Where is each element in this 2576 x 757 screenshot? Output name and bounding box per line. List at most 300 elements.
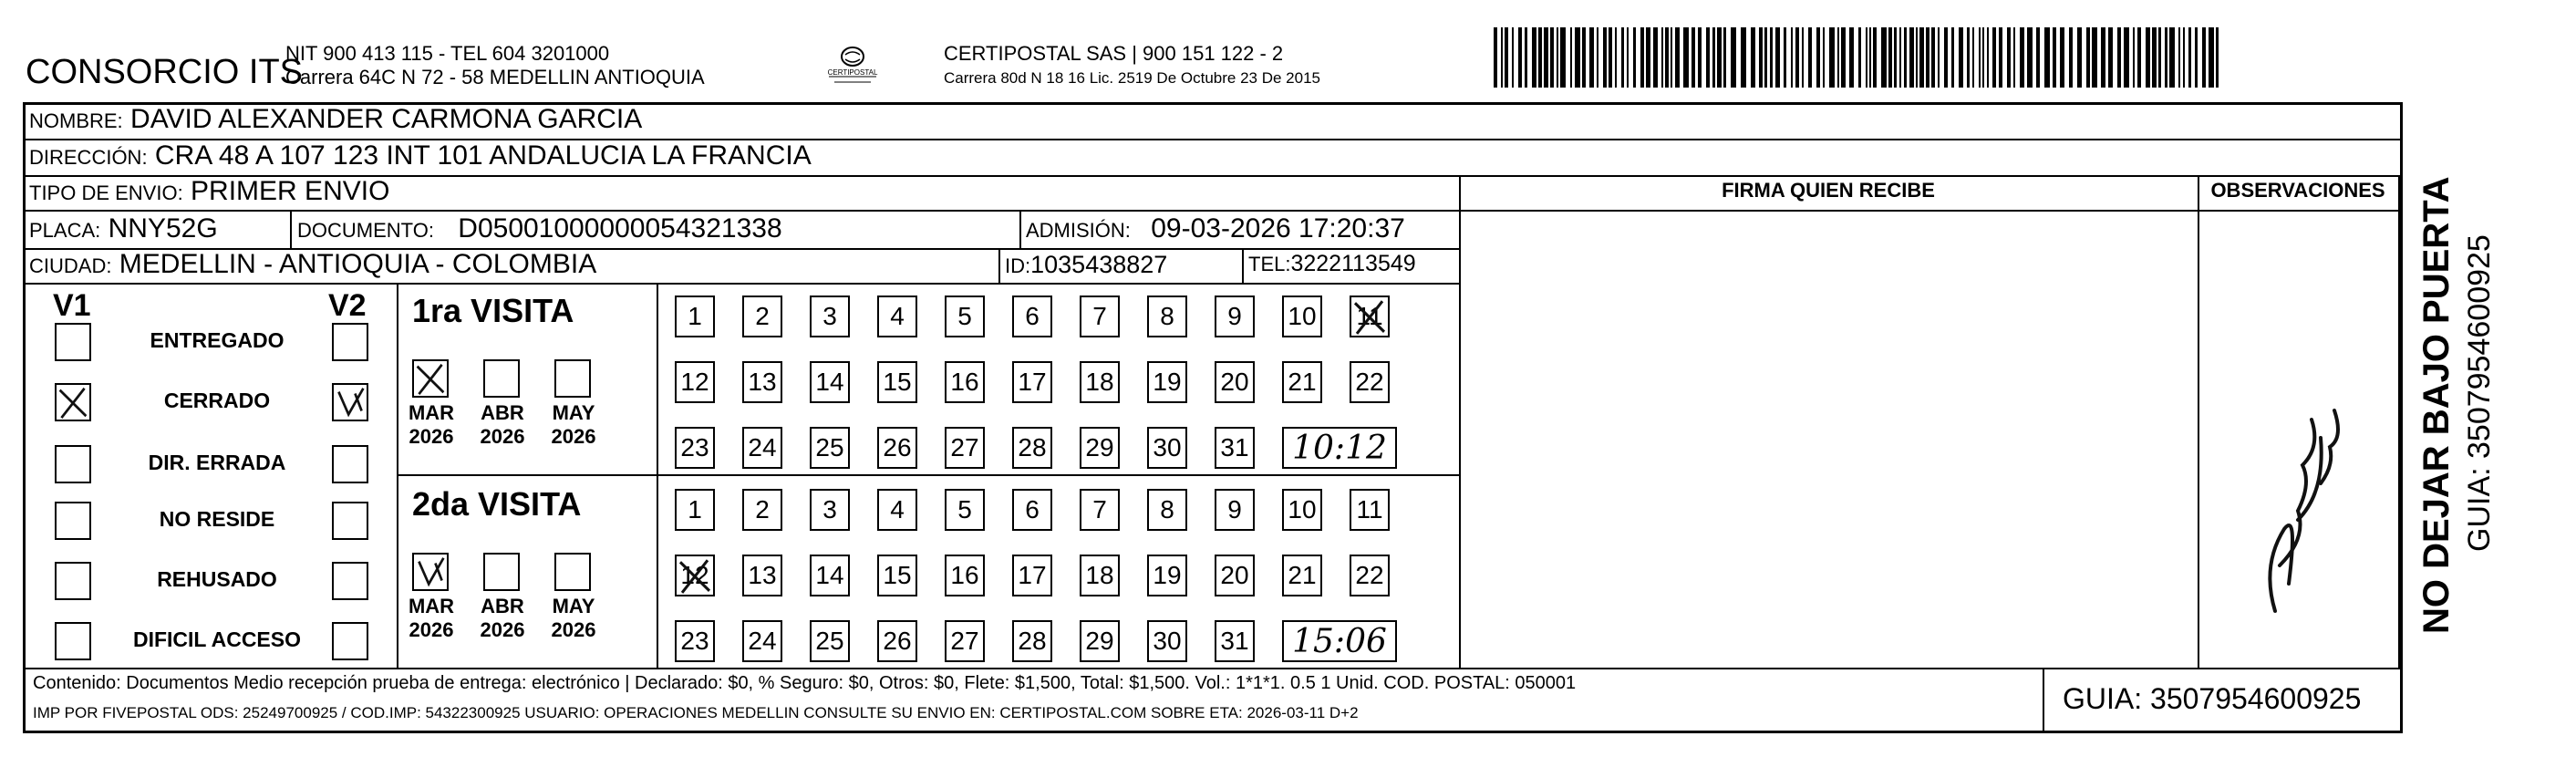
day-box[interactable] (1080, 427, 1120, 469)
barcode-bar (1683, 27, 1689, 88)
barcode-bar (2020, 27, 2024, 88)
barcode-bar (1597, 27, 1598, 88)
barcode-bar (1999, 27, 2002, 88)
barcode-bar (1675, 27, 1680, 88)
day-box[interactable] (1282, 361, 1322, 403)
day-number: 19 (1153, 368, 1182, 396)
day-number: 5 (957, 302, 972, 330)
barcode-bar (1770, 27, 1773, 88)
day-box[interactable] (1147, 555, 1187, 596)
barcode-bar (1916, 27, 1918, 88)
month-name: MAR (408, 595, 455, 617)
day-number: 20 (1220, 368, 1249, 396)
barcode-bar (2101, 27, 2105, 88)
day-box[interactable] (877, 489, 917, 531)
barcode-bar (1866, 27, 1867, 88)
month-year: 2026 (551, 425, 596, 448)
day-number: 26 (883, 627, 912, 655)
day-number: 27 (950, 433, 979, 461)
barcode-bar (1518, 27, 1522, 88)
month-checkbox[interactable] (554, 553, 591, 591)
day-box[interactable] (1012, 555, 1052, 596)
day-box[interactable] (1012, 361, 1052, 403)
barcode-bar (1712, 27, 1715, 88)
day-box[interactable] (1147, 361, 1187, 403)
month-checkbox[interactable] (412, 553, 449, 591)
day-box[interactable] (877, 555, 917, 596)
day-number: 12 (680, 561, 709, 589)
company-nit: NIT 900 413 115 - TEL 604 3201000 (285, 42, 610, 65)
barcode-bar (1869, 27, 1871, 88)
day-number: 16 (950, 561, 979, 589)
barcode-bar (1633, 27, 1636, 88)
month-year: 2026 (409, 425, 454, 448)
barcode-bar (1938, 27, 1940, 88)
visit-time: 10:12 (1282, 427, 1397, 469)
barcode-bar (1661, 27, 1663, 88)
month-name: ABR (481, 401, 524, 424)
day-box[interactable] (1080, 620, 1120, 662)
day-box[interactable] (1282, 296, 1322, 337)
day-box[interactable] (1147, 489, 1187, 531)
direccion-field (29, 140, 812, 171)
barcode-bar (1557, 27, 1558, 88)
day-box[interactable] (1012, 427, 1052, 469)
day-number: 16 (950, 368, 979, 396)
v2-checkbox[interactable] (332, 445, 368, 483)
day-number: 2 (755, 302, 770, 330)
barcode-bar (1987, 27, 1989, 88)
day-number: 29 (1085, 433, 1114, 461)
day-box[interactable] (1350, 489, 1390, 531)
day-number: 3 (822, 302, 837, 330)
ciudad-value: MEDELLIN - ANTIOQUIA - COLOMBIA (119, 249, 597, 279)
month-year: 2026 (480, 425, 525, 448)
day-number: 14 (815, 368, 844, 396)
barcode-bar (2152, 27, 2157, 88)
barcode-bar (2133, 27, 2135, 88)
day-number: 19 (1153, 561, 1182, 589)
barcode-bar (2060, 27, 2064, 88)
day-box[interactable] (945, 361, 985, 403)
company-name: CONSORCIO ITS (26, 53, 304, 91)
month-label (406, 595, 457, 642)
barcode-bar (2188, 27, 2191, 88)
nombre-label: NOMBRE: (29, 109, 123, 132)
nombre-value: DAVID ALEXANDER CARMONA GARCIA (130, 104, 643, 134)
day-box[interactable] (742, 620, 782, 662)
day-box[interactable] (1350, 361, 1390, 403)
tel-label: TEL: (1248, 253, 1291, 275)
barcode-bar (1979, 27, 1981, 88)
day-number: 14 (815, 561, 844, 589)
tipo-envio-field (29, 176, 389, 207)
day-number: 4 (890, 302, 905, 330)
v2-checkbox[interactable] (332, 502, 368, 540)
day-number: 31 (1220, 627, 1249, 655)
day-number: 12 (680, 368, 709, 396)
day-number: 27 (950, 627, 979, 655)
day-box[interactable] (1080, 361, 1120, 403)
barcode-bar (1972, 27, 1974, 88)
day-number: 3 (822, 495, 837, 524)
day-box[interactable] (1012, 620, 1052, 662)
v1-checkbox[interactable] (55, 445, 91, 483)
day-number: 25 (815, 627, 844, 655)
barcode-bar (2169, 27, 2175, 88)
v1-checkbox[interactable] (55, 562, 91, 600)
day-box[interactable] (877, 296, 917, 337)
day-box[interactable] (1147, 427, 1187, 469)
day-box[interactable] (742, 555, 782, 596)
month-year: 2026 (480, 618, 525, 641)
month-name: MAY (552, 595, 595, 617)
day-box[interactable] (1350, 555, 1390, 596)
company-address: Carrera 64C N 72 - 58 MEDELLIN ANTIOQUIA (285, 66, 705, 88)
month-label (477, 595, 528, 642)
day-box[interactable] (675, 620, 715, 662)
day-number: 29 (1085, 627, 1114, 655)
barcode-bar (1873, 27, 1877, 88)
no-dejar-bajo-puerta: NO DEJAR BAJO PUERTA (2416, 176, 2457, 634)
v1-header: V1 (53, 288, 91, 323)
barcode-bar (1621, 27, 1624, 88)
barcode-bar (1944, 27, 1948, 88)
barcode-bar (1706, 27, 1710, 88)
day-box[interactable] (1215, 427, 1255, 469)
day-box[interactable] (675, 489, 715, 531)
barcode-bar (2146, 27, 2150, 88)
barcode-bar (1544, 27, 1548, 88)
barcode-bar (1759, 27, 1763, 88)
v1-checkbox[interactable] (55, 502, 91, 540)
day-box[interactable] (742, 296, 782, 337)
month-checkbox[interactable] (554, 359, 591, 398)
direccion-label: DIRECCIÓN: (29, 146, 148, 169)
v1-checkbox[interactable] (55, 323, 91, 361)
barcode-bar (1959, 27, 1963, 88)
day-box[interactable] (877, 620, 917, 662)
barcode-bar (1829, 27, 1835, 88)
barcode-bar (2086, 27, 2090, 88)
day-box[interactable] (1215, 361, 1255, 403)
day-number: 5 (957, 495, 972, 524)
barcode-bar (1888, 27, 1892, 88)
logo-text: CERTIPOSTAL (827, 68, 878, 77)
day-box[interactable] (1147, 296, 1187, 337)
day-box[interactable] (1012, 296, 1052, 337)
day-number: 21 (1288, 368, 1317, 396)
day-box[interactable] (877, 361, 917, 403)
day-number: 13 (748, 368, 777, 396)
day-box[interactable] (675, 427, 715, 469)
day-number: 2 (755, 495, 770, 524)
day-number: 30 (1153, 627, 1182, 655)
id-label: ID: (1005, 254, 1031, 277)
barcode-bar (2124, 27, 2129, 88)
v1-checkbox[interactable] (55, 383, 91, 421)
day-box[interactable] (1215, 296, 1255, 337)
barcode-bar (2013, 27, 2015, 88)
day-number: 31 (1220, 433, 1249, 461)
barcode-bar (2036, 27, 2040, 88)
barcode-bar (2165, 27, 2167, 88)
day-number: 18 (1085, 561, 1114, 589)
barcode-bar (1967, 27, 1970, 88)
day-box[interactable] (1147, 620, 1187, 662)
day-number: 15 (883, 368, 912, 396)
footer-guia: GUIA: 3507954600925 (2063, 682, 2362, 715)
barcode-bar (2202, 27, 2206, 88)
barcode-bar (1982, 27, 1984, 88)
month-year: 2026 (409, 618, 454, 641)
day-number: 11 (1356, 495, 1383, 524)
barcode-bar (1808, 27, 1812, 88)
barcode-bar (1501, 27, 1503, 88)
barcode-bar (1717, 27, 1722, 88)
day-box[interactable] (1080, 555, 1120, 596)
day-box[interactable] (810, 489, 850, 531)
barcode-bar (1570, 27, 1572, 88)
barcode-bar (1816, 27, 1820, 88)
day-box[interactable] (675, 555, 715, 596)
day-box[interactable] (810, 361, 850, 403)
barcode-bar (1589, 27, 1594, 88)
barcode-bar (1858, 27, 1861, 88)
status-label: ENTREGADO (150, 328, 284, 352)
recipient-signature (2234, 383, 2362, 629)
certipostal-license: Carrera 80d N 18 16 Lic. 2519 De Octubre 23 De 2015 (944, 69, 1320, 87)
status-label: DIFICIL ACCESO (132, 627, 301, 651)
barcode-bar (1723, 27, 1726, 88)
documento-label: DOCUMENTO: (297, 219, 434, 242)
month-label (548, 401, 599, 449)
documento-value: D05001000000054321338 (458, 213, 782, 244)
barcode-bar (1741, 27, 1746, 88)
barcode-bar (1512, 27, 1514, 88)
direccion-value: CRA 48 A 107 123 INT 101 ANDALUCIA LA FRANCIA (154, 140, 812, 171)
barcode-bar (2053, 27, 2056, 88)
day-box[interactable] (1282, 489, 1322, 531)
day-number: 10 (1288, 495, 1317, 524)
day-number: 24 (748, 627, 777, 655)
barcode-bar (1823, 27, 1825, 88)
firma-header: FIRMA QUIEN RECIBE (1722, 179, 1935, 202)
barcode-bar (1751, 27, 1755, 88)
admision-field (1026, 213, 1405, 244)
day-box[interactable] (1080, 296, 1120, 337)
barcode-bar (1894, 27, 1897, 88)
day-number: 17 (1018, 561, 1047, 589)
day-box[interactable] (675, 296, 715, 337)
barcode-bar (1849, 27, 1854, 88)
barcode-bar (1919, 27, 1924, 88)
v2-checkbox[interactable] (332, 622, 368, 660)
barcode-bar (2044, 27, 2050, 88)
day-box[interactable] (742, 427, 782, 469)
day-box[interactable] (810, 427, 850, 469)
month-checkbox[interactable] (412, 359, 449, 398)
barcode-bar (2007, 27, 2011, 88)
month-label (548, 595, 599, 642)
day-number: 22 (1355, 368, 1384, 396)
day-box[interactable] (1215, 620, 1255, 662)
barcode-bar (1582, 27, 1586, 88)
barcode-bar (1691, 27, 1695, 88)
day-number: 7 (1092, 495, 1107, 524)
placa-label: PLACA: (29, 219, 101, 242)
v2-checkbox[interactable] (332, 383, 368, 421)
month-checkbox[interactable] (483, 359, 520, 398)
tel-field (1248, 251, 1416, 277)
day-box[interactable] (810, 620, 850, 662)
day-number: 9 (1227, 302, 1242, 330)
day-box[interactable] (945, 555, 985, 596)
admision-label: ADMISIÓN: (1026, 219, 1131, 242)
barcode-bar (2027, 27, 2033, 88)
status-label: NO RESIDE (159, 507, 275, 531)
barcode-bar (2137, 27, 2141, 88)
barcode-bar (1494, 27, 1497, 88)
id-value: 1035438827 (1030, 251, 1168, 278)
visit-title: 1ra VISITA (412, 292, 574, 329)
ciudad-field (29, 249, 596, 280)
id-field (1005, 249, 1167, 280)
day-number: 22 (1355, 561, 1384, 589)
barcode-bar (2077, 27, 2082, 88)
barcode-bar (1802, 27, 1804, 88)
placa-field (29, 213, 218, 244)
barcode-bar (1698, 27, 1702, 88)
tel-value: 3222113549 (1290, 251, 1416, 276)
day-box[interactable] (1012, 489, 1052, 531)
month-name: MAR (408, 401, 455, 424)
day-box[interactable] (945, 620, 985, 662)
v2-checkbox[interactable] (332, 562, 368, 600)
month-year: 2026 (551, 618, 596, 641)
day-number: 25 (815, 433, 844, 461)
day-number: 6 (1025, 495, 1040, 524)
barcode-bar (1609, 27, 1612, 88)
day-box[interactable] (1282, 555, 1322, 596)
barcode-bar (1525, 27, 1527, 88)
barcode-bar (1653, 27, 1658, 88)
day-box[interactable] (810, 296, 850, 337)
barcode-bar (1784, 27, 1786, 88)
v2-checkbox[interactable] (332, 323, 368, 361)
day-box[interactable] (742, 361, 782, 403)
month-name: ABR (481, 595, 524, 617)
day-number: 7 (1092, 302, 1107, 330)
day-box[interactable] (945, 427, 985, 469)
barcode-bar (1992, 27, 1996, 88)
day-box[interactable] (945, 296, 985, 337)
visit-time: 15:06 (1282, 620, 1397, 662)
day-number: 6 (1025, 302, 1040, 330)
day-number: 28 (1018, 627, 1047, 655)
visit-title: 2da VISITA (412, 485, 582, 523)
barcode-bar (1731, 27, 1736, 88)
barcode-bar (2183, 27, 2185, 88)
barcode-bar (2178, 27, 2180, 88)
day-number: 8 (1160, 302, 1174, 330)
day-number: 9 (1227, 495, 1242, 524)
day-box[interactable] (675, 361, 715, 403)
ciudad-label: CIUDAD: (29, 254, 112, 277)
day-number: 28 (1018, 433, 1047, 461)
barcode-bar (1560, 27, 1566, 88)
day-box[interactable] (742, 489, 782, 531)
barcode-bar (1951, 27, 1954, 88)
barcode-bar (1646, 27, 1650, 88)
admision-value: 09-03-2026 17:20:37 (1151, 213, 1405, 244)
day-box[interactable] (1215, 489, 1255, 531)
barcode-bar (2216, 27, 2219, 88)
barcode-bar (1640, 27, 1644, 88)
barcode-bar (1671, 27, 1672, 88)
barcode-bar (2069, 27, 2073, 88)
barcode-bar (1926, 27, 1929, 88)
tipo-envio-label: TIPO DE ENVIO: (29, 181, 183, 204)
day-number: 8 (1160, 495, 1174, 524)
day-number: 1 (688, 495, 702, 524)
month-name: MAY (552, 401, 595, 424)
barcode-bar (1841, 27, 1846, 88)
barcode-bar (2108, 27, 2113, 88)
day-box[interactable] (1080, 489, 1120, 531)
certipostal-name: CERTIPOSTAL SAS | 900 151 122 - 2 (944, 42, 1284, 65)
barcode-bar (2195, 27, 2198, 88)
day-box[interactable] (810, 555, 850, 596)
barcode-bar (2209, 27, 2214, 88)
barcode-bar (1665, 27, 1669, 88)
barcode-bar (1575, 27, 1580, 88)
day-check-mark (1351, 297, 1388, 336)
month-label (406, 401, 457, 449)
v1-checkbox[interactable] (55, 622, 91, 660)
day-number: 10 (1288, 302, 1317, 330)
status-label: CERRADO (163, 389, 271, 412)
day-check-mark (677, 556, 713, 595)
barcode-bar (1931, 27, 1935, 88)
barcode-bar (1775, 27, 1780, 88)
barcode-bar (1532, 27, 1536, 88)
day-number: 24 (748, 433, 777, 461)
day-number: 13 (748, 561, 777, 589)
footer-imp: IMP POR FIVEPOSTAL ODS: 25249700925 / COD.IMP: 54322300925 USUARIO: OPERACIONES MEDELLIN CONSULTE SU ENVIO EN: CERTIPOSTAL.COM SOBRE ETA: 2026-03-11 D+2 (33, 704, 1359, 721)
certipostal-logo-icon (825, 40, 880, 88)
day-box[interactable] (1350, 296, 1390, 337)
barcode-bar (1881, 27, 1887, 88)
day-number: 20 (1220, 561, 1249, 589)
barcode-bar (1538, 27, 1542, 88)
day-number: 1 (688, 302, 702, 330)
documento-field (297, 213, 782, 244)
day-number: 21 (1288, 561, 1317, 589)
barcode-bar (1899, 27, 1901, 88)
barcode-bar (2092, 27, 2097, 88)
day-box[interactable] (877, 427, 917, 469)
barcode (1494, 27, 2223, 88)
barcode-bar (1795, 27, 1799, 88)
tipo-envio-value: PRIMER ENVIO (191, 176, 390, 206)
day-box[interactable] (945, 489, 985, 531)
month-checkbox[interactable] (483, 553, 520, 591)
day-box[interactable] (1215, 555, 1255, 596)
barcode-bar (1909, 27, 1914, 88)
barcode-bar (1615, 27, 1617, 88)
day-number: 4 (890, 495, 905, 524)
